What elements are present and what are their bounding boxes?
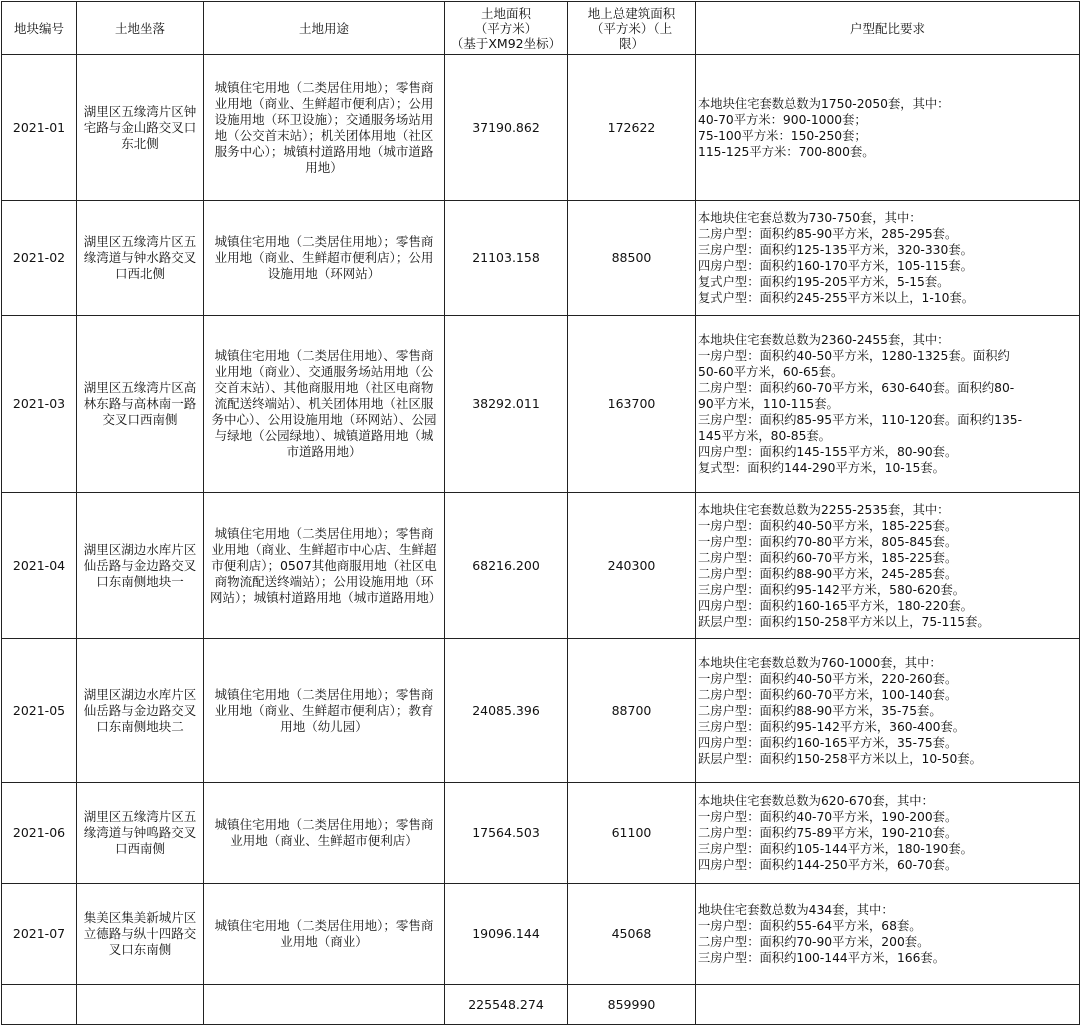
unit-mix-line: 115-125平方米：700-800套。	[698, 144, 875, 159]
unit-mix-line: 一房户型：面积约70-80平方米，805-845套。	[698, 534, 958, 549]
unit-mix-line: 跃层户型：面积约150-258平方米以上，10-50套。	[698, 751, 982, 766]
unit-mix-line: 二房户型：面积约88-90平方米，35-75套。	[698, 703, 942, 718]
location-cell: 集美区集美新城片区立德路与纵十四路交叉口东南侧	[77, 884, 204, 985]
land-area-cell: 17564.503	[445, 783, 568, 884]
unit-mix-line: 一房户型：面积约40-50平方米，1280-1325套。面积约	[698, 349, 1010, 363]
header-land-area-line: （基于XM92坐标）	[450, 35, 562, 51]
table-row	[2, 55, 1080, 201]
unit-mix-cell	[696, 783, 1080, 884]
unit-mix-line: 75-100平方米：150-250套；	[698, 128, 867, 143]
unit-mix-line: 一房户型：面积约40-70平方米，190-200套。	[698, 810, 958, 824]
land-use-cell: 城镇住宅用地（二类居住用地）；零售商业用地（商业）	[204, 884, 445, 985]
unit-mix-line: 145平方米，80-85套。	[698, 429, 831, 443]
location-cell: 湖里区五缘湾片区五缘湾道与钟鸣路交叉口西南侧	[77, 783, 204, 884]
unit-mix-line: 一房户型：面积约55-64平方米，68套。	[698, 919, 922, 933]
gfa-cell: 61100	[568, 783, 696, 884]
totals-row	[2, 985, 1080, 1025]
unit-mix-line: 三房户型：面积约100-144平方米，166套。	[698, 951, 946, 965]
table-row	[2, 493, 1080, 639]
land-area-cell: 24085.396	[445, 639, 568, 783]
totals-unit-mix-cell	[696, 985, 1080, 1025]
unit-mix-line: 本地块住宅套数总数为760-1000套，其中：	[698, 655, 942, 670]
unit-mix-line: 90平方米，110-115套。	[698, 397, 839, 411]
header-location: 土地坐落	[77, 2, 204, 55]
header-gfa-line: 地上总建筑面积	[587, 5, 676, 21]
land-use-cell: 城镇住宅用地（二类居住用地）；零售商业用地（商业、生鲜超市便利店）；教育用地（幼儿园）	[204, 639, 445, 783]
unit-mix-cell	[696, 884, 1080, 985]
unit-mix-line: 本地块住宅套数总数为620-670套，其中：	[698, 794, 934, 808]
header-land-area-line: 土地面积	[480, 5, 531, 21]
unit-mix-line: 四房户型：面积约160-165平方米，35-75套。	[698, 735, 958, 750]
unit-mix-line: 二房户型：面积约85-90平方米，285-295套。	[698, 227, 958, 241]
unit-mix-line: 三房户型：面积约125-135平方米，320-330套。	[698, 243, 973, 257]
unit-mix-line: 二房户型：面积约88-90平方米，245-285套。	[698, 566, 958, 581]
unit-mix-cell	[696, 639, 1080, 783]
unit-mix-line: 地块住宅套数总数为434套，其中：	[698, 903, 894, 917]
parcel-id-cell: 2021-02	[2, 201, 77, 316]
gfa-cell: 163700	[568, 316, 696, 493]
unit-mix-line: 本地块住宅套数总数为2255-2535套，其中：	[698, 502, 950, 517]
unit-mix-line: 50-60平方米，60-65套。	[698, 365, 844, 379]
totals-location-cell	[77, 985, 204, 1025]
land-use-cell: 城镇住宅用地（二类居住用地）、零售商业用地（商业）、交通服务场站用地（公交首末站）、其他商服用地（社区电商物流配送终端站）、机关团体用地（社区服务中心）、公用设施用地（环网站）、公园与绿地（公园绿地）、城镇道路用地（城市道路用地）	[204, 316, 445, 493]
table-row	[2, 783, 1080, 884]
unit-mix-line: 本地块住宅套数总数为2360-2455套，其中：	[698, 333, 950, 347]
unit-mix-line: 复式户型：面积约245-255平方米以上，1-10套。	[698, 291, 975, 305]
table-row	[2, 201, 1080, 316]
parcel-id-cell: 2021-06	[2, 783, 77, 884]
land-parcel-table	[1, 1, 1080, 1025]
unit-mix-line: 三房户型：面积约95-142平方米，360-400套。	[698, 719, 966, 734]
header-land-area-line: （平方米）	[474, 20, 538, 36]
unit-mix-line: 二房户型：面积约60-70平方米，100-140套。	[698, 687, 958, 702]
gfa-cell: 88700	[568, 639, 696, 783]
unit-mix-line: 复式型：面积约144-290平方米，10-15套。	[698, 461, 945, 475]
unit-mix-line: 二房户型：面积约70-90平方米，200套。	[698, 935, 930, 949]
land-use-cell: 城镇住宅用地（二类居住用地）；零售商业用地（商业、生鲜超市便利店）；公用设施用地（环网站）	[204, 201, 445, 316]
gfa-cell: 88500	[568, 201, 696, 316]
land-area-cell: 37190.862	[445, 55, 568, 201]
unit-mix-line: 四房户型：面积约160-165平方米，180-220套。	[698, 598, 973, 613]
unit-mix-line: 三房户型：面积约95-142平方米，580-620套。	[698, 582, 966, 597]
unit-mix-line: 本地块住宅套数总数为1750-2050套，其中：	[698, 96, 950, 111]
unit-mix-line: 三房户型：面积约85-95平方米，110-120套。面积约135-	[698, 413, 1023, 427]
header-gfa-line: （平方米）（上	[590, 20, 673, 36]
land-use-cell: 城镇住宅用地（二类居住用地）；零售商业用地（商业、生鲜超市便利店）；公用设施用地（环卫设施）；交通服务场站用地（公交首末站）；机关团体用地（社区服务中心）；城镇村道路用地（城市道路用地）	[204, 55, 445, 201]
header-unit-mix: 户型配比要求	[696, 2, 1080, 55]
header-parcel-id: 地块编号	[2, 2, 77, 55]
header-land-area	[445, 2, 568, 55]
land-area-cell: 21103.158	[445, 201, 568, 316]
land-use-cell: 城镇住宅用地（二类居住用地）；零售商业用地（商业、生鲜超市便利店）	[204, 783, 445, 884]
unit-mix-line: 二房户型：面积约60-70平方米，185-225套。	[698, 550, 958, 565]
parcel-id-cell: 2021-05	[2, 639, 77, 783]
table-row	[2, 639, 1080, 783]
unit-mix-line: 复式户型：面积约195-205平方米，5-15套。	[698, 275, 950, 289]
parcel-id-cell: 2021-07	[2, 884, 77, 985]
header-land-use: 土地用途	[204, 2, 445, 55]
land-area-cell: 38292.011	[445, 316, 568, 493]
unit-mix-line: 本地块住宅套总数为730-750套，其中：	[698, 211, 922, 225]
unit-mix-line: 一房户型：面积约40-50平方米，185-225套。	[698, 518, 958, 533]
unit-mix-cell	[696, 493, 1080, 639]
location-cell: 湖里区五缘湾片区钟宅路与金山路交叉口东北侧	[77, 55, 204, 201]
land-area-cell: 19096.144	[445, 884, 568, 985]
table-row	[2, 884, 1080, 985]
location-cell: 湖里区湖边水库片区仙岳路与金边路交叉口东南侧地块一	[77, 493, 204, 639]
unit-mix-cell	[696, 55, 1080, 201]
parcel-id-cell: 2021-04	[2, 493, 77, 639]
gfa-cell: 240300	[568, 493, 696, 639]
location-cell: 湖里区五缘湾片区五缘湾道与钟水路交叉口西北侧	[77, 201, 204, 316]
totals-id-cell	[2, 985, 77, 1025]
unit-mix-line: 跃层户型：面积约150-258平方米以上，75-115套。	[698, 614, 990, 629]
unit-mix-line: 四房户型：面积约160-170平方米，105-115套。	[698, 259, 973, 273]
gfa-cell: 172622	[568, 55, 696, 201]
unit-mix-line: 四房户型：面积约144-250平方米，60-70套。	[698, 858, 958, 872]
unit-mix-line: 三房户型：面积约105-144平方米，180-190套。	[698, 842, 973, 856]
gfa-cell: 45068	[568, 884, 696, 985]
location-cell: 湖里区湖边水库片区仙岳路与金边路交叉口东南侧地块二	[77, 639, 204, 783]
unit-mix-cell	[696, 316, 1080, 493]
unit-mix-line: 40-70平方米：900-1000套；	[698, 112, 867, 127]
location-cell: 湖里区五缘湾片区高林东路与高林南一路交叉口西南侧	[77, 316, 204, 493]
total-gfa: 859990	[568, 985, 696, 1025]
header-gfa	[568, 2, 696, 55]
unit-mix-cell	[696, 201, 1080, 316]
header-gfa-line: 限）	[618, 35, 644, 51]
header-row	[2, 2, 1080, 55]
parcel-id-cell: 2021-01	[2, 55, 77, 201]
unit-mix-line: 一房户型：面积约40-50平方米，220-260套。	[698, 671, 958, 686]
parcel-id-cell: 2021-03	[2, 316, 77, 493]
land-use-cell: 城镇住宅用地（二类居住用地）；零售商业用地（商业、生鲜超市中心店、生鲜超市便利店）；0507其他商服用地（社区电商物流配送终端站）；公用设施用地（环网站）；城镇村道路用地（城市道路用地）	[204, 493, 445, 639]
totals-use-cell	[204, 985, 445, 1025]
total-land-area: 225548.274	[445, 985, 568, 1025]
unit-mix-line: 二房户型：面积约60-70平方米，630-640套。面积约80-	[698, 381, 1015, 395]
table-row	[2, 316, 1080, 493]
land-area-cell: 68216.200	[445, 493, 568, 639]
unit-mix-line: 二房户型：面积约75-89平方米，190-210套。	[698, 826, 958, 840]
unit-mix-line: 四房户型：面积约145-155平方米，80-90套。	[698, 445, 958, 459]
